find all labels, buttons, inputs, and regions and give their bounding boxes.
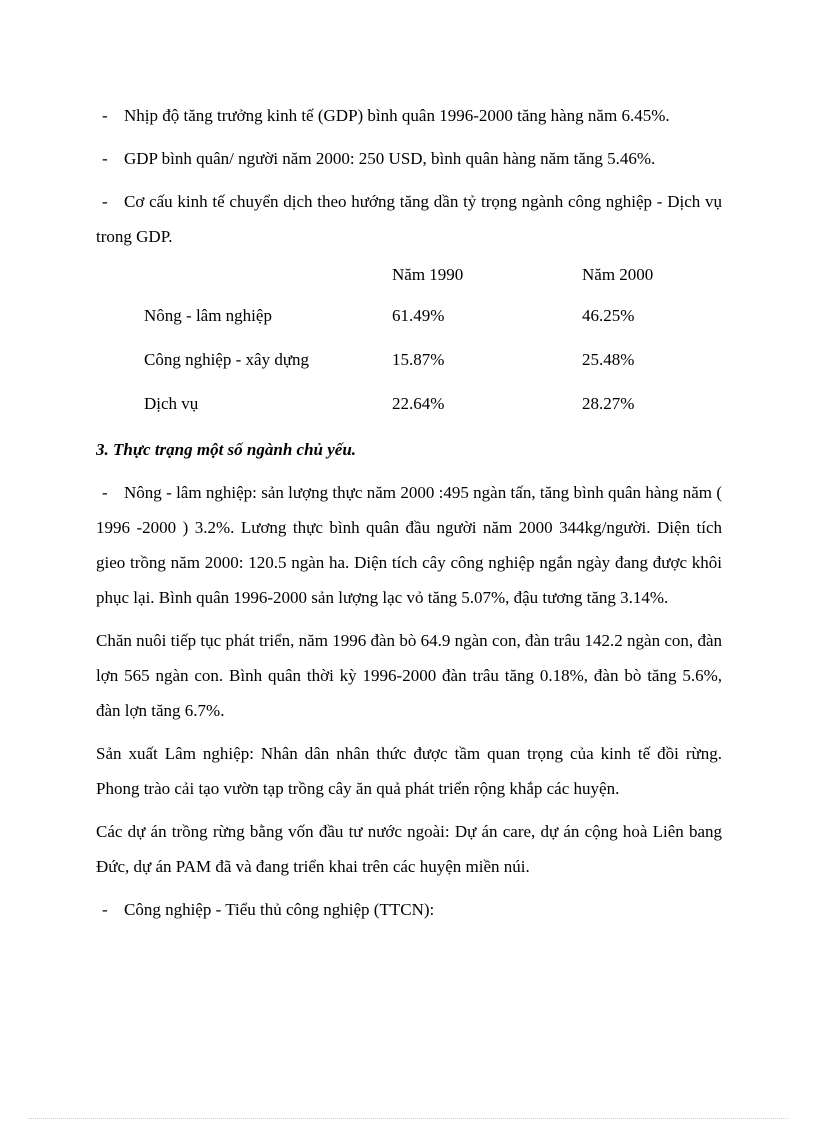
livestock-paragraph: Chăn nuôi tiếp tục phát triển, năm 1996 đàn bò 64.9 ngàn con, đàn trâu 142.2 ngàn con, đàn lợn 565 ngàn con. Bình quân thời kỳ 1996-2000 đàn trâu tăng 0.18%, đàn bò tăng 5.6%, đàn lợn tăng 6.7%. <box>96 631 722 720</box>
row-value-2000: 46.25% <box>582 306 635 325</box>
bullet-industry <box>96 892 722 927</box>
bullet-gdp-per-capita <box>96 141 722 176</box>
page-bottom-divider <box>28 1118 788 1119</box>
gdp-growth-text: Nhịp độ tăng trưởng kinh tế (GDP) bình quân 1996-2000 tăng hàng năm 6.45%. <box>124 106 670 125</box>
bullet-marker: - <box>102 483 108 502</box>
bullet-gdp-growth <box>96 98 722 133</box>
table-header-empty <box>144 256 384 294</box>
gdp-per-capita-text: GDP bình quân/ người năm 2000: 250 USD, bình quân hàng năm tăng 5.46%. <box>124 149 656 168</box>
bullet-agriculture <box>96 475 722 615</box>
row-value-1990: 61.49% <box>392 306 445 325</box>
row-value-2000: 28.27% <box>582 394 635 413</box>
bullet-marker: - <box>102 149 108 168</box>
bullet-marker: - <box>102 106 108 125</box>
row-label: Nông - lâm nghiệp <box>144 306 272 325</box>
row-value-2000: 25.48% <box>582 350 635 369</box>
agriculture-text: Nông - lâm nghiệp: sản lượng thực năm 2000 :495 ngàn tấn, tăng bình quân hàng năm ( 1996 -2000 ) 3.2%. Lương thực bình quân đầu người năm 2000 344kg/người. Diện tích gieo trồng năm 2000: 120.5 ngàn ha. Diện tích cây công nghiệp ngắn ngày đang được khôi phục lại. Bình quân 1996-2000 sản lượng lạc vỏ tăng 5.07%, đậu tương tăng 3.14%. <box>96 483 722 607</box>
table-header-2000: Năm 2000 <box>582 265 654 284</box>
document-page <box>96 98 722 927</box>
bullet-structure <box>96 184 722 254</box>
row-label: Công nghiệp - xây dựng <box>144 350 310 369</box>
table-row <box>144 294 702 338</box>
row-label: Dịch vụ <box>144 394 199 413</box>
bullet-marker: - <box>102 192 108 211</box>
section-3-heading: 3. Thực trạng một số ngành chủ yếu. <box>96 440 357 459</box>
forestry-paragraph: Sản xuất Lâm nghiệp: Nhân dân nhân thức được tầm quan trọng của kinh tế đồi rừng. Phong trào cải tạo vườn tạp trồng cây ăn quả phát triển rộng khắp các huyện. <box>96 744 722 798</box>
table-header-1990: Năm 1990 <box>392 265 464 284</box>
table-header-row <box>144 256 702 294</box>
row-value-1990: 22.64% <box>392 394 445 413</box>
industry-text: Công nghiệp - Tiểu thủ công nghiệp (TTCN): <box>124 900 435 919</box>
row-value-1990: 15.87% <box>392 350 445 369</box>
projects-paragraph: Các dự án trồng rừng bằng vốn đầu tư nước ngoài: Dự án care, dự án cộng hoà Liên bang Đức, dự án PAM đã và đang triển khai trên các huyện miền núi. <box>96 822 722 876</box>
structure-text: Cơ cấu kinh tế chuyển dịch theo hướng tăng dần tỷ trọng ngành công nghiệp - Dịch vụ trong GDP. <box>96 192 722 246</box>
economic-structure-table <box>144 256 702 426</box>
table-row <box>144 382 702 426</box>
table-row <box>144 338 702 382</box>
bullet-marker: - <box>102 900 108 919</box>
